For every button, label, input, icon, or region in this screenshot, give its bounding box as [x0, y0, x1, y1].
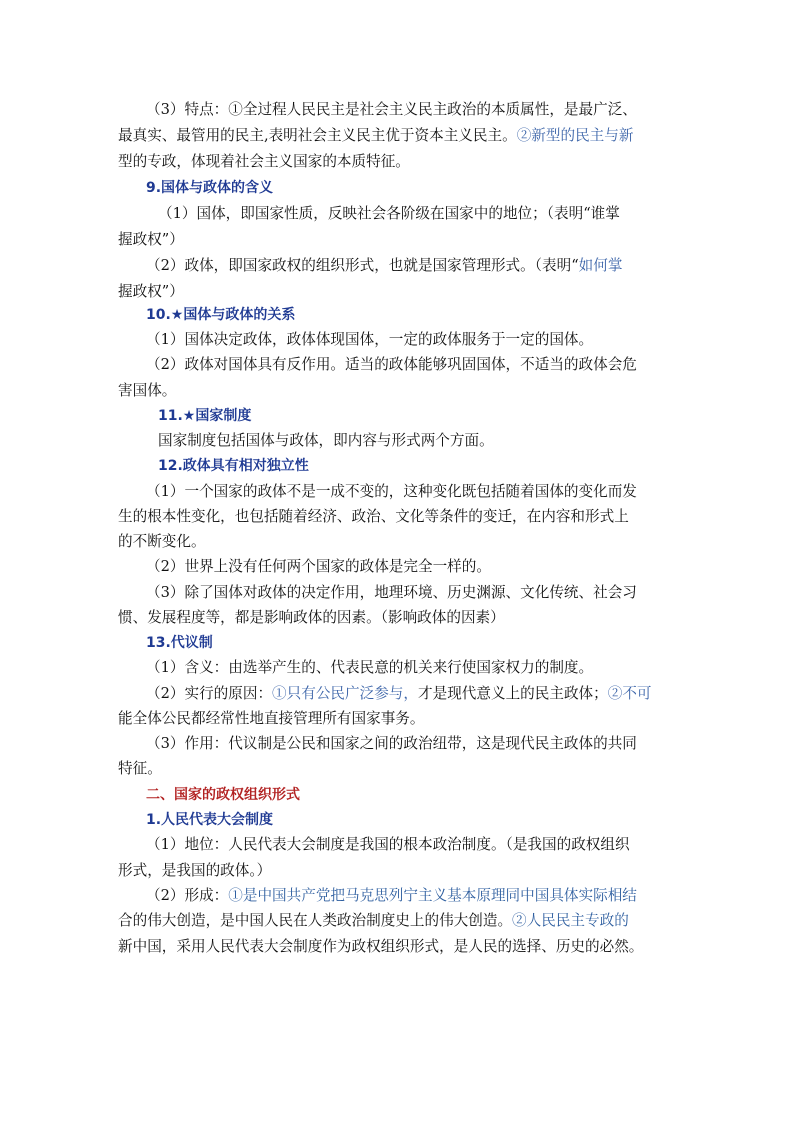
text-line: 握政权”） [118, 231, 184, 248]
text-line: （2）世界上没有任何两个国家的政体是完全一样的。 [146, 558, 491, 575]
text-line: （2）政体对国体具有反作用。适当的政体能够巩固国体，不适当的政体会危 [146, 356, 637, 373]
section-heading: 11.★国家制度 [158, 408, 252, 424]
text-line: （1）国体决定政体，政体体现国体，一定的政体服务于一定的国体。 [146, 331, 594, 348]
text-line: （2）政体，即国家政权的组织形式，也就是国家管理形式。（表明“如何掌 [146, 257, 623, 274]
text-line: （2）形成：①是中国共产党把马克思列宁主义基本原理同中国具体实际相结 [146, 887, 637, 904]
section-heading: 12.政体具有相对独立性 [158, 458, 309, 474]
text-line: （1）一个国家的政体不是一成不变的，这种变化既包括随着国体的变化而发 [146, 483, 637, 500]
text-line: 型的专政，体现着社会主义国家的本质特征。 [118, 153, 410, 170]
highlight-text: ②不可 [607, 685, 652, 702]
text-line: 惯、发展程度等，都是影响政体的因素。（影响政体的因素） [118, 609, 505, 626]
text-line: （1）国体，即国家性质，反映社会各阶级在国家中的地位；（表明“谁掌 [158, 205, 620, 222]
text-line: （1）含义：由选举产生的、代表民意的机关来行使国家权力的制度。 [146, 659, 594, 676]
text-line: 形式，是我国的政体。） [118, 862, 272, 879]
highlight-text: ①只有公民广泛参与， [272, 685, 418, 702]
text-line: （1）地位：人民代表大会制度是我国的根本政治制度。（是我国的政权组织 [146, 836, 630, 853]
text-line: 合的伟大创造，是中国人民在人类政治制度史上的伟大创造。②人民民主专政的 [118, 912, 629, 929]
highlight-text: 如何掌 [578, 257, 623, 274]
text-line: 特征。 [118, 760, 162, 777]
text-line: 握政权”） [118, 283, 184, 300]
text-line: 生的根本性变化，也包括随着经济、政治、文化等条件的变迁，在内容和形式上 [118, 508, 629, 525]
section-heading: 10.★国体与政体的关系 [146, 307, 296, 323]
text-line: 最真实、最管用的民主,表明社会主义民主优于资本主义民主。②新型的民主与新 [118, 127, 634, 144]
highlight-text: ②人民民主专政的 [512, 912, 629, 929]
text-line: （3）作用：代议制是公民和国家之间的政治纽带，这是现代民主政体的共同 [146, 735, 637, 752]
section-heading: 9.国体与政体的含义 [146, 180, 274, 196]
highlight-text: ②新型的民主与新 [516, 127, 634, 144]
text-line: 能全体公民都经常性地直接管理所有国家事务。 [118, 710, 425, 727]
text-line: 新中国，采用人民代表大会制度作为政权组织形式，是人民的选择、历史的必然。 [118, 938, 644, 955]
text-line: （3）除了国体对政体的决定作用，地理环境、历史渊源、文化传统、社会习 [146, 584, 637, 601]
highlight-text: ①是中国共产党把马克思列宁主义基本原理同中国具体实际相结 [228, 887, 637, 904]
section-heading: 1.人民代表大会制度 [146, 812, 274, 828]
text-line: （2）实行的原因：①只有公民广泛参与，才是现代意义上的民主政体；②不可 [146, 685, 652, 702]
section-heading: 13.代议制 [146, 635, 213, 651]
text-line: （3）特点：①全过程人民民主是社会主义民主政治的本质属性，是最广泛、 [146, 101, 637, 118]
chapter-heading: 二、国家的政权组织形式 [146, 787, 300, 803]
text-line: 国家制度包括国体与政体，即内容与形式两个方面。 [158, 432, 494, 449]
text-line: 的不断变化。 [118, 533, 206, 550]
text-line: 害国体。 [118, 382, 177, 399]
